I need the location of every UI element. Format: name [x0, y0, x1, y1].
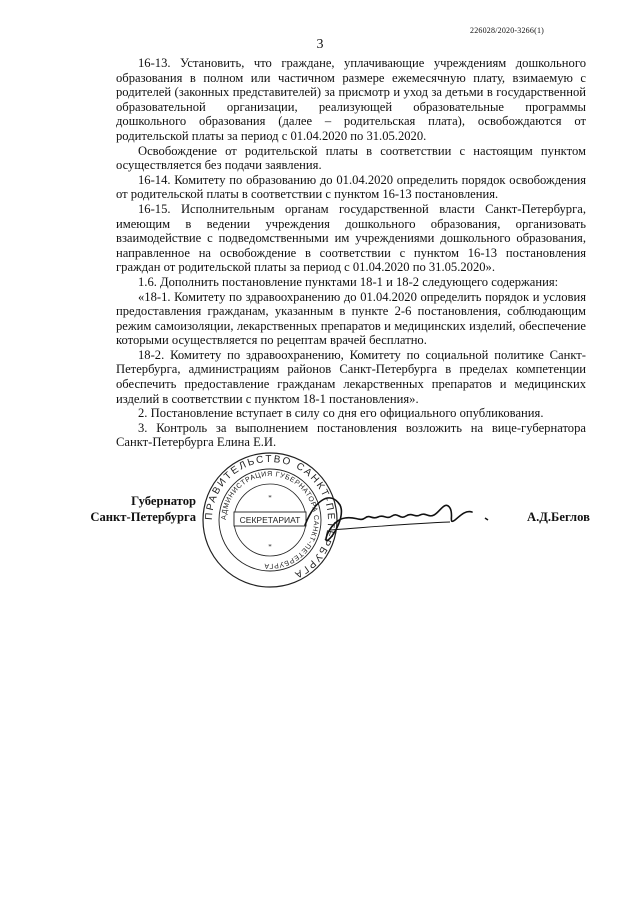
document-number: 226028/2020-3266(1): [470, 26, 545, 35]
signatory-title: [80, 493, 196, 525]
paragraph-18-2: 18-2. Комитету по здравоохранению, Комитету по социальной политике Санкт-Петербурга, администрациям районов Санкт-Петербурга в пределах компетенции обеспечить предоставление гражданам лекарственных препаратов и медицинских изделий в соответствии с пунктом 18-1 постановления».: [116, 347, 586, 406]
paragraph-3: 3. Контроль за выполнением постановления возложить на вице-губернатора Санкт-Петербурга Елина Е.И.: [116, 420, 586, 450]
paragraph-exemption: Освобождение от родительской платы в соответствии с настоящим пунктом осуществляется без подачи заявления.: [116, 143, 586, 173]
seal-inner-text: АДМИНИСТРАЦИЯ ГУБЕРНАТОРА САНКТ-ПЕТЕРБУРГА: [220, 470, 320, 570]
paragraph-1-6: 1.6. Дополнить постановление пунктами 18-1 и 18-2 следующего содержания:: [138, 274, 559, 289]
seal-star-bottom: *: [268, 543, 272, 551]
page-number: 3: [316, 37, 324, 52]
seal-outer-text: ПРАВИТЕЛЬСТВО САНКТ-ПЕТЕРБУРГА: [203, 453, 337, 581]
signatory-title-line2: Санкт-Петербурга: [90, 510, 196, 524]
paragraph-18-1: «18-1. Комитету по здравоохранению до 01.04.2020 определить порядок и условия предоставления гражданам, указанным в пункте 2-6 постановления, соблюдающим режим самоизоляции, лекарственных препаратов и медицинских изделий, обеспечение которыми осуществляется по рецептам врачей бесплатно.: [116, 289, 586, 348]
signatory-title-line1: Губернатор: [131, 494, 196, 508]
handwritten-signature: [300, 480, 510, 550]
seal-star-top: *: [268, 494, 272, 502]
paragraph-2: 2. Постановление вступает в силу со дня его официального опубликования.: [138, 406, 544, 421]
paragraph-16-14: 16-14. Комитету по образованию до 01.04.2020 определить порядок освобождения от родительской платы в соответствии с пунктом 16-13 постановления.: [116, 172, 586, 202]
signatory-name: А.Д.Беглов: [527, 510, 590, 524]
seal-center-text: СЕКРЕТАРИАТ: [239, 515, 301, 525]
paragraph-16-15: 16-15. Исполнительным органам государственной власти Санкт-Петербурга, имеющим в ведении учреждения дошкольного образования, организовать взаимодействие с подведомственными им учреждениями дошкольного образования, направленное на освобождение в соответствии с пунктом 16-13 постановления граждан от родительской платы за период с 01.04.2020 по 31.05.2020».: [116, 201, 586, 275]
document-body: [116, 56, 586, 450]
paragraph-16-13: 16-13. Установить, что граждане, уплачивающие учреждениям дошкольного образования в полном или частичном размере ежемесячную плату, взимаемую с родителей (законных представителей) за присмотр и уход за детьми в государственной образовательной организации, реализующей образовательные программы дошкольного образования (далее – родительская плата), освобождаются от родительской платы за период с 01.04.2020 по 31.05.2020.: [116, 56, 586, 143]
